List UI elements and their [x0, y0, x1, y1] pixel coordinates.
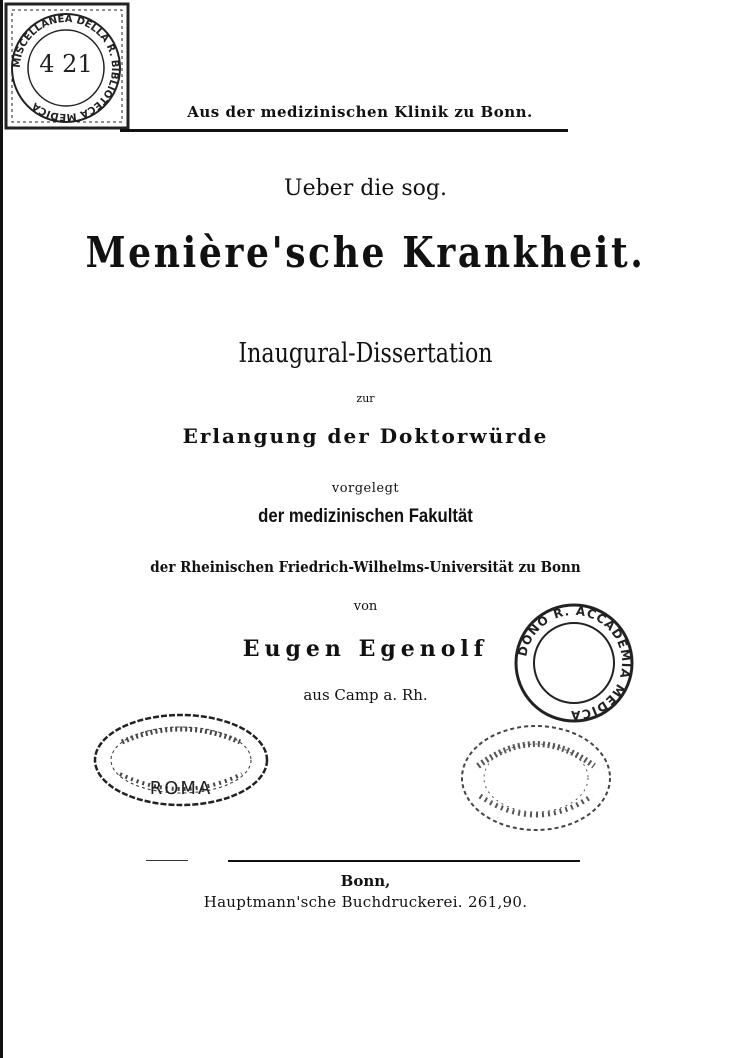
author-name: Eugen Egenolf	[242, 636, 489, 662]
imprint-printer: Hauptmann'sche Buchdruckerei. 261,90.	[203, 893, 528, 911]
roma-stamp	[92, 712, 270, 808]
faculty-text: der medizinischen Fakultät	[258, 506, 473, 527]
vorgelegt-text: vorgelegt	[331, 481, 400, 496]
purpose-text: Erlangung der Doktorwürde	[182, 424, 549, 448]
von-text: von	[353, 599, 378, 614]
header-rule	[120, 129, 568, 132]
zur-text: zur	[356, 392, 375, 405]
roma-stamp-text: ROMA	[149, 778, 213, 799]
dissertation-type: Inaugural-Dissertation	[238, 338, 493, 369]
stamp-numbers: 4 21	[39, 50, 93, 78]
stamp-ring-text: MISCELLANEA DELLA R. BIBLIOTECA MEDICA	[11, 13, 121, 123]
accademia-stamp	[513, 602, 635, 724]
accademia-ring-text: DONO R. ACCADEMIA MEDICA	[515, 603, 634, 723]
institution-header: Aus der medizinischen Klinik zu Bonn.	[187, 103, 533, 121]
imprint-city: Bonn,	[340, 872, 391, 890]
imprint-rule	[228, 860, 580, 862]
page-title: Menière'sche Krankheit.	[85, 228, 646, 277]
university-text: der Rheinischen Friedrich-Wilhelms-Universität zu Bonn	[150, 558, 581, 576]
title-prefix: Ueber die sog.	[284, 176, 447, 201]
biblioteca-stamp	[458, 722, 614, 834]
author-origin: aus Camp a. Rh.	[303, 686, 428, 704]
library-stamp-top-left	[0, 0, 135, 135]
imprint-rule-short	[146, 860, 188, 861]
